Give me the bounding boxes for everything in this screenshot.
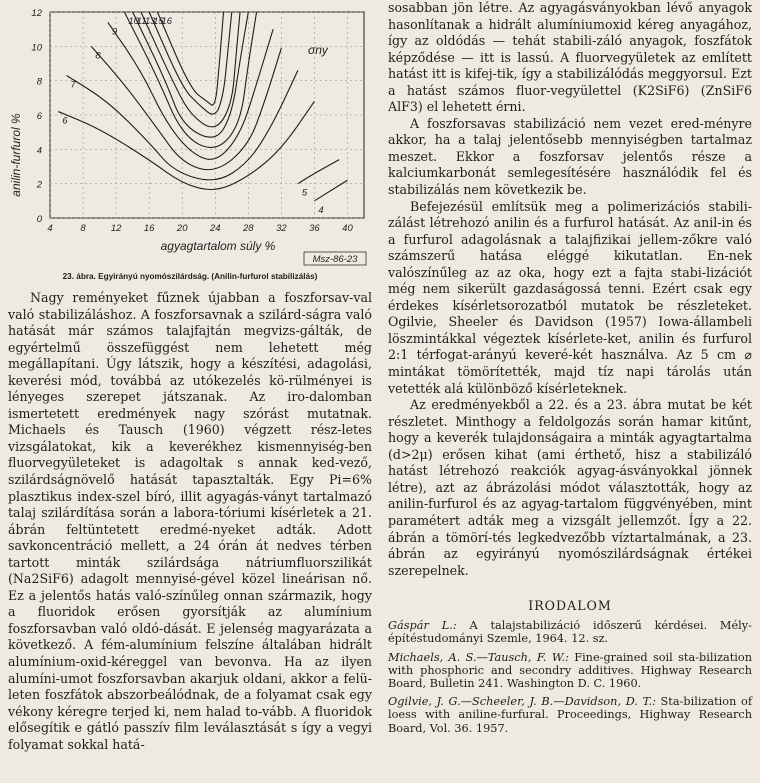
y-tick-label: 8 [36, 76, 42, 88]
reference-3-text: Sta-bilization of loess with aniline-furfural. Proceedings, Highway Research Board, Vol. 36. 1957. [388, 695, 753, 735]
contour-label-4: 4 [318, 204, 324, 216]
y-tick-label: 2 [36, 179, 42, 191]
reference-2 [388, 651, 752, 691]
contour-label-16: 16 [161, 16, 172, 27]
corner-label: σny [308, 43, 328, 57]
x-axis-label: agyagtartalom súly % [160, 239, 276, 253]
right-column [388, 0, 752, 740]
right-paragraph-2: A foszforsavas stabilizáció nem vezet ered-ményre akkor, ha a talaj jelentősebb mennyiségben tartalmaz meszet. Ekkor a foszforsav jelentős része a kalciumkarbonát semlegesítésére használódik fel és stabilizálás nem következik be. [388, 115, 752, 198]
reference-1 [388, 619, 752, 645]
contour-chart [8, 0, 372, 270]
reference-1-text: A talajstabilizáció időszerű kérdései. Mély-építéstudományi Szemle, 1964. 12. sz. [388, 619, 752, 646]
references-title: IRODALOM [528, 598, 612, 614]
x-tick-label: 32 [276, 223, 287, 234]
stamp-text: Msz-86-23 [312, 254, 358, 265]
y-tick-label: 12 [31, 8, 42, 19]
y-tick-label: 10 [31, 42, 42, 54]
x-tick-label: 36 [309, 223, 320, 234]
reference-2-authors: Michaels, A. S.—Tausch, F. W.: [388, 650, 569, 664]
contour-label-10: 10 [128, 16, 139, 27]
y-tick-label: 6 [36, 111, 42, 122]
contour-label-6: 6 [62, 115, 68, 127]
contour-label-13: 13 [144, 16, 156, 27]
left-column [8, 0, 372, 753]
figure-caption: 23. ábra. Egyirányú nyomószilárdság. (Anilin-furfurol stabilizálás) [62, 272, 318, 281]
x-tick-label: 12 [110, 223, 122, 234]
right-paragraph-4: Az eredményekből a 22. és a 23. ábra mutat be két részletet. Minthogy a feldolgozás során hamar kitűnt, hogy a keverék tulajdonságaira a minták agyagtartalma (d>2μ) erősen kihat (ami érthető, hisz a stabilizáló hatást létrehozó reakciók agyag-ásványokkal jönnek létre), azt az ábrázolási módot választották, hogy az anilin-furfurol és az agyag-tartalom függvényében, mint paramétert adták meg a vizsgált jellemzőt. Így a 22. ábrán a tömörí-tés legkedvezőbb víztartalmának, a 23. ábrán az egyirányú nyomószilárdságnak értékei szerepelnek. [388, 397, 752, 578]
contour-label-15: 15 [153, 16, 164, 27]
y-axis-label: anilin-furfurol % [9, 113, 23, 197]
stamp [304, 252, 366, 265]
x-tick-label: 28 [243, 223, 254, 234]
x-tick-label: 8 [80, 223, 86, 234]
contour-label-7: 7 [70, 79, 76, 91]
reference-3 [388, 695, 752, 735]
y-tick-label: 4 [36, 145, 42, 157]
right-paragraph-1: sosabban jön létre. Az agyagásványokban lévő anyagok hasonlítanak a hidrált alumíniumoxid kéreg anyagához, így az oldódás — tehát stabili-záló anyagok, foszfátok képződése — itt is lassú. A fluorvegyületek az említett hatást itt is kifej-tik, így a stabilizálódás meggyorsul. Ezt a hatást számos fluor-vegyülettel (K2SiF6) (ZnSiF6 AlF3) el lehetett érni. [388, 0, 752, 115]
x-tick-label: 24 [209, 223, 221, 234]
reference-1-authors: Gáspár L.: [388, 619, 457, 633]
contour-label-5: 5 [301, 187, 308, 199]
reference-2-text: Fine-grained soil sta-bilization with phosphoric and secondry additives. Highway Research Board, Bulletin 241. Washington D. C. 1960. [388, 650, 752, 690]
x-tick-label: 4 [47, 223, 53, 234]
contour-label-8: 8 [95, 50, 101, 62]
figure-23 [8, 0, 372, 270]
contour-label-9: 9 [111, 26, 118, 38]
right-paragraph-3: Befejezésül említsük meg a polimerizációs stabili-zálást létrehozó anilin és a furfurol hatását. Az anil-in és a furfurol adagolásnak a talajfizikai jellem-zőkre való számszerű hatása eléggé kikutatlan. En-nek valószínűleg az az oka, hogy ezt a fajta stabi-lizációt még nem sikerült gazdaságossá tenni. Ezért csak egy érdekes kísérletsorozatból mutatok be részleteket. Ogilvie, Sheeler és Davidson (1957) Iowa-állambeli löszmintákkal végeztek kísérlete-ket, anilin és furfurol 2:1 térfogat-arányú keveré-két használva. Az 5 cm ⌀ mintákat tömörítették, majd tíz napi tárolás után vetették alá különböző kísérleteknek. [388, 198, 752, 396]
y-tick-label: 0 [36, 214, 42, 225]
x-tick-label: 20 [176, 223, 188, 234]
x-tick-label: 40 [342, 223, 353, 234]
left-paragraph-1: Nagy reményeket fűznek újabban a foszforsav-val való stabilizáláshoz. A foszforsavnak a szilárd-ságra való hatását már számos talajfajtán megvizs-gálták, de egyértelmű összefüggést nem lehetett még megállapítani. Úgy látszik, hogy a készítési, adagolási, keverési mód, továbbá az utókezelés kö-rülményei is lényeges szerepet játszanak. Az iro-dalomban ismertetett eredmények nagy szórást mutatnak. Michaels és Tausch (1960) végzett rész-letes vizsgálatokat, kik a keverékhez kismennyiség-ben fluorvegyületeket is adagoltak s annak ked-vező, szilárdságnövelő hatását tapasztalták. Egy Pi=6% plasztikus index-szel bíró, illit agyagás-ványt tartalmazó talaj szilárdítása során a labora-tóriumi kísérletek a 21. ábrán feltüntetett eredmé-nyeket adták. Adott savkoncentráció mellett, a 24 órán át nedves térben tartott minták szilárdsága nátriumfluorszilikát (Na2SiF6) adagolt mennyisé-gével közel lineárisan nő. Ez a jelentős hatás való-színűleg onnan származik, hogy a fluoridok erősen gyorsítják az alumínium foszforsavban való oldó-dását. E jelenség magyarázata a következő. A fém-alumínium felszíne általában hidrált alumínium-oxid-kéreggel van bevonva. Ha az ilyen alumíni-umot foszforsavban akarjuk oldani, akkor a felü-leten foszfátok abszorbeálódnak, de a folyamat csak egy vékony kéregre terjed ki, nem halad to-vább. A fluoridok elősegítik e gátló passzív film leválasztását s így a vegyi folyamat sokkal hatá- [8, 290, 372, 752]
x-tick-label: 16 [143, 223, 155, 234]
reference-3-authors: Ogilvie, J. G.—Scheeler, J. B.—Davidson, D. T.: [388, 695, 656, 709]
contour-label-11: 11 [136, 16, 147, 27]
